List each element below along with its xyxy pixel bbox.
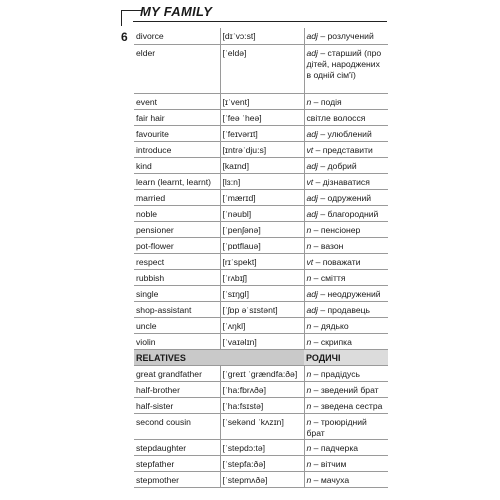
separator: – <box>311 384 321 395</box>
translation-text: зведений брат <box>320 384 379 395</box>
part-of-speech: n <box>306 442 312 453</box>
translation-cell <box>304 269 388 285</box>
transcription-cell: [kaɪnd] <box>220 157 304 173</box>
separator: – <box>317 288 328 299</box>
table-row <box>134 333 388 349</box>
translation-cell <box>304 173 388 189</box>
section-title-translation: РОДИЧІ <box>304 349 388 365</box>
translation-text: зведена сестра <box>320 400 383 411</box>
word-cell: married <box>134 189 220 205</box>
separator: – <box>311 96 321 107</box>
separator: – <box>317 47 328 58</box>
separator: – <box>313 144 323 155</box>
translation-text: представити <box>322 144 373 155</box>
translation-cell <box>304 439 388 455</box>
translation-text: благородний <box>327 208 379 219</box>
table-row <box>134 205 388 221</box>
translation-cell <box>304 189 388 205</box>
table-row <box>134 93 388 109</box>
part-of-speech: n <box>306 416 312 427</box>
word-cell: second cousin <box>134 413 220 439</box>
part-of-speech: adj <box>306 160 318 171</box>
word-cell: shop-assistant <box>134 301 220 317</box>
separator: – <box>311 240 321 251</box>
word-cell: fair hair <box>134 109 220 125</box>
transcription-cell: [ˈvaɪəlɪn] <box>220 333 304 349</box>
table-row <box>134 141 388 157</box>
separator: – <box>311 442 321 453</box>
word-cell: stepfather <box>134 455 220 471</box>
translation-text: добрий <box>327 160 357 171</box>
table-row <box>134 28 388 44</box>
part-of-speech: n <box>306 240 312 251</box>
part-of-speech: n <box>306 474 312 485</box>
table-row <box>134 237 388 253</box>
translation-cell <box>304 285 388 301</box>
transcription-cell: [lɜ:n] <box>220 173 304 189</box>
transcription-cell: [ˈha:fbrʌðə] <box>220 381 304 397</box>
part-of-speech: n <box>306 336 312 347</box>
transcription-cell: [rɪˈspekt] <box>220 253 304 269</box>
translation-cell <box>304 413 388 439</box>
section-header <box>134 349 388 365</box>
transcription-cell: [dɪˈvɔ:st] <box>220 28 304 44</box>
translation-text: скрипка <box>320 336 352 347</box>
word-cell: half-sister <box>134 397 220 413</box>
table-row <box>134 285 388 301</box>
part-of-speech: adj <box>306 128 318 139</box>
transcription-cell: [ˈfeə ˈheə] <box>220 109 304 125</box>
translation-cell <box>304 157 388 173</box>
translation-text: одружений <box>327 192 372 203</box>
part-of-speech: adj <box>306 288 318 299</box>
part-of-speech: n <box>306 400 312 411</box>
translation-text: дізнаватися <box>322 176 370 187</box>
separator: – <box>317 192 328 203</box>
translation-cell <box>304 381 388 397</box>
translation-cell <box>304 93 388 109</box>
table-row <box>134 109 388 125</box>
separator: – <box>311 320 321 331</box>
table-row <box>134 365 388 381</box>
transcription-cell: [ˈeldə] <box>220 44 304 93</box>
translation-cell <box>304 471 388 487</box>
separator: – <box>317 31 328 41</box>
part-of-speech: adj <box>306 192 318 203</box>
word-cell: stepmother <box>134 471 220 487</box>
table-row <box>134 125 388 141</box>
translation-text: троюрідний брат <box>306 416 367 438</box>
translation-text: поважати <box>322 256 361 267</box>
separator: – <box>311 474 321 485</box>
translation-cell <box>304 205 388 221</box>
word-cell: elder <box>134 44 220 93</box>
table-row <box>134 44 388 93</box>
table-row <box>134 157 388 173</box>
word-cell: learn (learnt, learnt) <box>134 173 220 189</box>
translation-text: улюблений <box>327 128 372 139</box>
separator: – <box>317 304 328 315</box>
transcription-cell: [ɪntrəˈdju:s] <box>220 141 304 157</box>
part-of-speech: n <box>306 96 312 107</box>
page-number: 6 <box>121 30 128 44</box>
separator: – <box>311 416 321 427</box>
part-of-speech: n <box>306 224 312 235</box>
translation-text: мачуха <box>320 474 350 485</box>
word-cell: single <box>134 285 220 301</box>
translation-cell <box>304 237 388 253</box>
transcription-cell: [ˈmærɪd] <box>220 189 304 205</box>
table-row <box>134 471 388 487</box>
translation-cell <box>304 221 388 237</box>
transcription-cell: [ˈpɒtflauə] <box>220 237 304 253</box>
part-of-speech: n <box>306 320 312 331</box>
separator: – <box>311 336 321 347</box>
transcription-cell: [ˈnəubl] <box>220 205 304 221</box>
part-of-speech: n <box>306 368 312 379</box>
table-row <box>134 173 388 189</box>
translation-text: розлучений <box>327 31 374 41</box>
table-row <box>134 381 388 397</box>
table-row <box>134 189 388 205</box>
word-cell: stepdaughter <box>134 439 220 455</box>
word-cell: event <box>134 93 220 109</box>
part-of-speech: adj <box>306 208 318 219</box>
section-title: RELATIVES <box>134 349 220 365</box>
table-row <box>134 253 388 269</box>
translation-cell <box>304 317 388 333</box>
translation-cell <box>304 253 388 269</box>
word-cell: pensioner <box>134 221 220 237</box>
separator: – <box>311 368 321 379</box>
word-cell: violin <box>134 333 220 349</box>
separator: – <box>317 160 328 171</box>
separator: – <box>311 458 321 469</box>
transcription-cell: [ˈʃɒp əˈsɪstənt] <box>220 301 304 317</box>
translation-text: подія <box>320 96 342 107</box>
transcription-cell: [ˈsekənd ˈkʌzɪn] <box>220 413 304 439</box>
word-cell: favourite <box>134 125 220 141</box>
table-row <box>134 413 388 439</box>
translation-text: пенсіонер <box>320 224 361 235</box>
transcription-cell: [ˈstepmʌðə] <box>220 471 304 487</box>
translation-text: вітчим <box>320 458 347 469</box>
transcription-cell: [ˈstepfa:ðə] <box>220 455 304 471</box>
translation-cell <box>304 397 388 413</box>
translation-cell <box>304 333 388 349</box>
translation-cell <box>304 141 388 157</box>
translation-text: продавець <box>327 304 370 315</box>
translation-text: сміття <box>320 272 346 283</box>
vocabulary-table <box>134 28 388 488</box>
transcription-cell: [ˈʌŋkl] <box>220 317 304 333</box>
transcription-cell: [ɪˈvent] <box>220 93 304 109</box>
transcription-cell: [ˈsɪŋgl] <box>220 285 304 301</box>
part-of-speech: vt <box>306 256 314 267</box>
transcription-cell: [ˈstepdɔ:tə] <box>220 439 304 455</box>
word-cell: uncle <box>134 317 220 333</box>
transcription-cell: [ˈgreɪt ˈgrændfa:ðə] <box>220 365 304 381</box>
word-cell: pot-flower <box>134 237 220 253</box>
table-row <box>134 439 388 455</box>
transcription-cell: [ˈha:fsɪstə] <box>220 397 304 413</box>
translation-cell <box>304 125 388 141</box>
word-cell: respect <box>134 253 220 269</box>
separator: – <box>313 176 323 187</box>
part-of-speech: vt <box>306 144 314 155</box>
word-cell: divorce <box>134 28 220 44</box>
separator: – <box>317 208 328 219</box>
word-cell: noble <box>134 205 220 221</box>
word-cell: kind <box>134 157 220 173</box>
part-of-speech: adj <box>306 304 318 315</box>
transcription-cell: [ˈfeɪvərɪt] <box>220 125 304 141</box>
part-of-speech: vt <box>306 176 314 187</box>
translation-text: вазон <box>320 240 344 251</box>
transcription-cell: [ˈpenʃənə] <box>220 221 304 237</box>
word-cell: half-brother <box>134 381 220 397</box>
translation-cell <box>304 455 388 471</box>
table-row <box>134 397 388 413</box>
separator: – <box>317 128 328 139</box>
table-row <box>134 317 388 333</box>
separator: – <box>311 272 321 283</box>
separator: – <box>311 400 321 411</box>
word-cell: rubbish <box>134 269 220 285</box>
translation-text: неодружений <box>327 288 381 299</box>
translation-cell <box>304 365 388 381</box>
part-of-speech: n <box>306 384 312 395</box>
translation-text: дядько <box>320 320 349 331</box>
translation-text: світле волосся <box>306 112 366 123</box>
translation-cell <box>304 44 388 93</box>
page-title: MY FAMILY <box>140 4 213 19</box>
separator: – <box>311 224 321 235</box>
part-of-speech: adj <box>306 31 318 41</box>
part-of-speech: adj <box>306 47 318 58</box>
table-row <box>134 269 388 285</box>
word-cell: great grandfather <box>134 365 220 381</box>
part-of-speech: n <box>306 458 312 469</box>
table-row <box>134 221 388 237</box>
separator: – <box>313 256 323 267</box>
word-cell: introduce <box>134 141 220 157</box>
translation-text: падчерка <box>320 442 359 453</box>
table-row <box>134 455 388 471</box>
translation-text: старший (про дітей, народжених в одній сім'ї) <box>306 47 382 80</box>
translation-cell <box>304 109 388 125</box>
translation-text: прадідусь <box>320 368 360 379</box>
table-row <box>134 301 388 317</box>
translation-cell <box>304 28 388 44</box>
part-of-speech: n <box>306 272 312 283</box>
translation-cell <box>304 301 388 317</box>
transcription-cell: [ˈrʌbɪʃ] <box>220 269 304 285</box>
